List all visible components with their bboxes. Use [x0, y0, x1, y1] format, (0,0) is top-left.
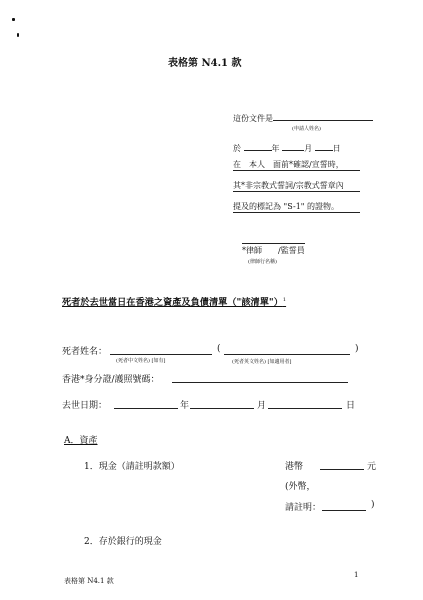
applicant-name-field[interactable]: [273, 108, 373, 121]
paren-open: (: [217, 344, 221, 354]
form-title: 表格第 N4.1 款: [168, 58, 242, 69]
asset-item-bank-cash: 2．存於銀行的現金: [84, 537, 162, 547]
deceased-name-en-field[interactable]: [224, 342, 350, 355]
declaration-line4: 其*非宗教式誓詞/宗教式誓章內: [233, 180, 360, 192]
decl-year-field[interactable]: [244, 138, 272, 151]
foreign-currency-field[interactable]: [322, 498, 366, 511]
id-number-field[interactable]: [172, 370, 348, 383]
deceased-name-label: 死者姓名：: [62, 347, 108, 357]
yuan-label: 元: [367, 462, 377, 472]
page-number: 1: [354, 571, 359, 579]
foreign-close-paren: ): [371, 500, 375, 510]
decl-month-field[interactable]: [282, 138, 304, 151]
section-heading: 死者於去世當日在香港之資產及負債清單（"該清單"）$^1$: [62, 296, 287, 308]
death-month-field[interactable]: [190, 396, 254, 409]
foreign-currency-label: (外幣，: [285, 482, 316, 492]
death-month-unit: 月: [257, 401, 267, 411]
death-day-field[interactable]: [268, 396, 342, 409]
applicant-name-caption: (申請人姓名): [292, 126, 321, 132]
signer-title: *律師 /監誓員: [242, 243, 305, 256]
death-year-unit: 年: [180, 401, 190, 411]
declaration-date-line: 於 年 月 日: [233, 138, 360, 154]
name-en-caption: (死者英文姓名) [如適用者]: [232, 359, 292, 365]
death-year-field[interactable]: [114, 396, 178, 409]
hkd-label: 港幣: [285, 462, 304, 472]
deceased-name-cn-field[interactable]: [110, 342, 212, 355]
specify-label: 請註明：: [285, 503, 322, 513]
declaration-line1: 這份文件是: [233, 108, 373, 124]
footnote-mark: 1: [282, 296, 287, 303]
paren-close: ): [355, 344, 359, 354]
declaration-line3: 在 本人 面前*確認/宣誓時，: [233, 159, 360, 171]
asset-item-cash: 1．現金（請註明款額）: [84, 462, 180, 472]
decl-day-field[interactable]: [315, 138, 333, 151]
scan-mark: [12, 18, 15, 21]
footer-form-name: 表格第 N4.1 款: [64, 577, 114, 585]
signer-caption: (律師行名稱): [248, 259, 277, 265]
name-cn-caption: (死者中文姓名) [如有]: [116, 358, 166, 364]
death-day-unit: 日: [346, 401, 356, 411]
hkd-amount-field[interactable]: [320, 457, 364, 470]
death-date-label: 去世日期：: [62, 401, 108, 411]
scan-mark: [17, 33, 19, 37]
declaration-line5: 提及的標記為 "S-1" 的證物。: [233, 201, 360, 213]
id-label: 香港*身分證/護照號碼：: [62, 375, 160, 385]
assets-heading: A．資產: [64, 436, 98, 446]
